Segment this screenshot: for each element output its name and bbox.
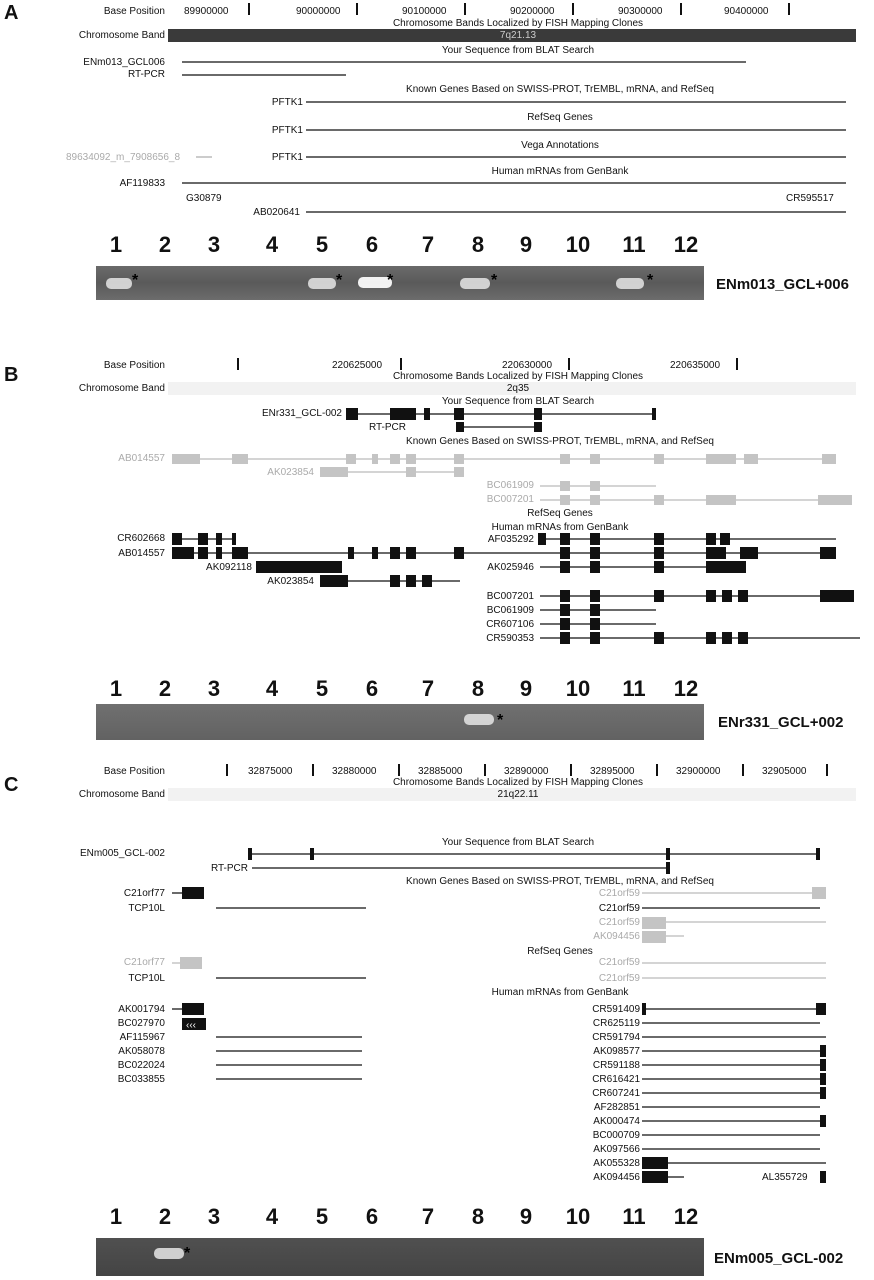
gel-image (96, 704, 704, 740)
gene-label: AK025946 (487, 562, 534, 573)
gel-name: ENm013_GCL+006 (716, 276, 849, 293)
gene-label: ENr331_GCL-002 (261, 408, 342, 419)
lane-number: 10 (565, 232, 591, 257)
gene-label: BC061909 (486, 480, 534, 491)
track-title: Known Genes Based on SWISS-PROT, TrEMBL, mRNA, and RefSeq (406, 84, 714, 95)
lane-number: 3 (207, 232, 221, 257)
gene-label: C21orf77 (123, 957, 165, 968)
gene-label: CR595517 (786, 193, 834, 204)
gene-label: PFTK1 (271, 152, 303, 163)
gel-name: ENr331_GCL+002 (718, 714, 844, 731)
gene-label: RT-PCR (127, 69, 165, 80)
gene-label: AK001794 (118, 1004, 165, 1015)
gel-band (616, 278, 644, 289)
position-tick-label: 90200000 (510, 6, 555, 17)
gene-label: BC007201 (486, 591, 534, 602)
position-tick-label: 32900000 (676, 766, 721, 777)
lane-number: 2 (158, 676, 172, 701)
panel-label: A (4, 2, 19, 24)
gel-image (96, 266, 704, 300)
lane-number: 1 (109, 232, 123, 257)
lane-number: 11 (622, 232, 646, 257)
star-marker: * (497, 712, 504, 729)
gene-label: AF115967 (119, 1032, 165, 1043)
star-marker: * (336, 272, 343, 289)
track-title: RefSeq Genes (527, 112, 593, 123)
gene-track-graphics (0, 0, 874, 310)
lane-number: 8 (471, 232, 485, 257)
track-title: RefSeq Genes (527, 946, 593, 957)
track-title: Human mRNAs from GenBank (491, 522, 629, 533)
panel-label: B (4, 364, 19, 386)
track-title: Your Sequence from BLAT Search (441, 396, 595, 407)
panel-label: C (4, 774, 19, 796)
gene-label: BC022024 (117, 1060, 165, 1071)
gene-label: AB014557 (118, 453, 165, 464)
track-title: Vega Annotations (521, 140, 599, 151)
position-tick-label: 220630000 (502, 360, 553, 371)
lane-number: 11 (622, 676, 646, 701)
gene-label: AK098577 (593, 1046, 640, 1057)
track-title: Human mRNAs from GenBank (491, 987, 629, 998)
track-title: Known Genes Based on SWISS-PROT, TrEMBL, mRNA, and RefSeq (406, 436, 714, 447)
gene-label: AF282851 (593, 1102, 640, 1113)
chromosome-band-label: Chromosome Band (78, 789, 165, 800)
lane-number: 1 (109, 676, 123, 701)
position-tick-label: 90000000 (296, 6, 341, 17)
gene-label: AK055328 (593, 1158, 640, 1169)
gel-band (106, 278, 132, 289)
lane-number: 6 (365, 1204, 379, 1229)
lane-number: 4 (265, 676, 279, 701)
track-title: Known Genes Based on SWISS-PROT, TrEMBL, mRNA, and RefSeq (406, 876, 714, 887)
panel-a (0, 0, 874, 310)
position-tick-label: 90300000 (618, 6, 663, 17)
position-tick-label: 32875000 (248, 766, 293, 777)
gene-label: CR602668 (117, 533, 165, 544)
gene-label: AK092118 (206, 562, 252, 573)
lane-number: 7 (421, 676, 435, 701)
chromosome-band-label: Chromosome Band (78, 383, 165, 394)
star-marker: * (387, 272, 394, 289)
track-title: Your Sequence from BLAT Search (441, 837, 595, 848)
arrow-glyph: ‹‹‹ (186, 1020, 196, 1031)
gene-label: RT-PCR (368, 422, 406, 433)
track-title: RefSeq Genes (527, 508, 593, 519)
gene-track-graphics (0, 352, 874, 752)
gene-label: AL355729 (762, 1172, 808, 1183)
gene-label: C21orf59 (598, 957, 640, 968)
lane-number: 6 (365, 232, 379, 257)
gene-label: BC027970 (117, 1018, 165, 1029)
star-marker: * (647, 272, 654, 289)
position-tick-label: 220625000 (332, 360, 383, 371)
gene-label: AB020641 (253, 207, 300, 218)
position-tick-label: 32905000 (762, 766, 807, 777)
lane-number: 7 (421, 232, 435, 257)
lane-number: 3 (207, 676, 221, 701)
gene-label: PFTK1 (271, 97, 303, 108)
position-tick-label: 89900000 (184, 6, 229, 17)
gene-label: BC000709 (592, 1130, 640, 1141)
lane-number: 4 (265, 1204, 279, 1229)
gene-label: CR591188 (592, 1060, 640, 1071)
gene-label: PFTK1 (271, 125, 303, 136)
gene-label: 89634092_m_7908656_8 (66, 152, 180, 163)
lane-number: 5 (315, 676, 329, 701)
gene-label: CR625119 (592, 1018, 640, 1029)
lane-number: 8 (471, 676, 485, 701)
position-tick-label: 32895000 (590, 766, 635, 777)
lane-number: 11 (622, 1204, 646, 1229)
lane-number: 12 (673, 1204, 699, 1229)
gene-label: C21orf59 (598, 917, 640, 928)
gene-label: CR590353 (486, 633, 534, 644)
star-marker: * (132, 272, 139, 289)
star-marker: * (184, 1245, 191, 1262)
panel-b (0, 352, 874, 752)
position-tick-label: 32880000 (332, 766, 377, 777)
lane-number: 2 (158, 1204, 172, 1229)
gene-label: TCP10L (128, 973, 165, 984)
gene-label: AK097566 (593, 1144, 640, 1155)
gene-label: BC007201 (486, 494, 534, 505)
gene-label: C21orf59 (598, 903, 640, 914)
lane-number: 7 (421, 1204, 435, 1229)
lane-number: 10 (565, 1204, 591, 1229)
lane-number: 1 (109, 1204, 123, 1229)
gene-label: BC033855 (117, 1074, 165, 1085)
gene-label: CR591409 (592, 1004, 640, 1015)
chromosome-band-name: 2q35 (506, 383, 530, 394)
gene-label: CR607241 (592, 1088, 640, 1099)
track-title: Your Sequence from BLAT Search (441, 45, 595, 56)
gene-label: TCP10L (128, 903, 165, 914)
base-position-label: Base Position (103, 6, 165, 17)
position-tick-label: 90100000 (402, 6, 447, 17)
gene-label: AB014557 (118, 548, 165, 559)
gene-label: C21orf59 (598, 888, 640, 899)
star-marker: * (491, 272, 498, 289)
panel-c (0, 760, 874, 1280)
gene-label: ENm013_GCL006 (83, 57, 165, 68)
gene-label: AK094456 (593, 1172, 640, 1183)
gene-label: AK058078 (118, 1046, 165, 1057)
gel-band (308, 278, 336, 289)
chromosome-band-name: 7q21.13 (499, 30, 537, 41)
lane-number: 10 (565, 676, 591, 701)
track-title: Chromosome Bands Localized by FISH Mapping Clones (392, 18, 644, 29)
gene-label: AF119833 (119, 178, 165, 189)
base-position-label: Base Position (103, 766, 165, 777)
lane-number: 3 (207, 1204, 221, 1229)
gel-band (464, 714, 494, 725)
lane-number: 9 (519, 676, 533, 701)
gene-label: AF035292 (487, 534, 534, 545)
gene-label: CR607106 (486, 619, 534, 630)
position-tick-label: 32890000 (504, 766, 549, 777)
position-tick-label: 220635000 (670, 360, 721, 371)
gene-label: CR591794 (592, 1032, 640, 1043)
track-title: Chromosome Bands Localized by FISH Mapping Clones (392, 777, 644, 788)
track-title: Chromosome Bands Localized by FISH Mapping Clones (392, 371, 644, 382)
lane-number: 4 (265, 232, 279, 257)
track-title: Human mRNAs from GenBank (491, 166, 629, 177)
lane-number: 12 (673, 232, 699, 257)
lane-number: 12 (673, 676, 699, 701)
gene-label: BC061909 (486, 605, 534, 616)
gene-label: CR616421 (592, 1074, 640, 1085)
lane-number: 5 (315, 1204, 329, 1229)
lane-number: 2 (158, 232, 172, 257)
lane-number: 6 (365, 676, 379, 701)
gel-band (154, 1248, 184, 1259)
gene-label: G30879 (186, 193, 222, 204)
lane-number: 5 (315, 232, 329, 257)
gene-label: C21orf77 (123, 888, 165, 899)
position-tick-label: 32885000 (418, 766, 463, 777)
gene-label: ENm005_GCL-002 (79, 848, 165, 859)
gene-label: AK023854 (267, 467, 314, 478)
lane-number: 9 (519, 1204, 533, 1229)
gene-label: AK000474 (593, 1116, 640, 1127)
gene-track-graphics (0, 760, 874, 1280)
gel-band (460, 278, 490, 289)
gene-label: AK094456 (593, 931, 640, 942)
chromosome-band-name: 21q22.11 (497, 789, 539, 800)
gene-label: AK023854 (267, 576, 314, 587)
gene-label: RT-PCR (210, 863, 248, 874)
lane-number: 9 (519, 232, 533, 257)
lane-number: 8 (471, 1204, 485, 1229)
gel-name: ENm005_GCL-002 (714, 1250, 844, 1267)
position-tick-label: 90400000 (724, 6, 769, 17)
chromosome-band-label: Chromosome Band (78, 30, 165, 41)
gene-label: C21orf59 (598, 973, 640, 984)
base-position-label: Base Position (103, 360, 165, 371)
